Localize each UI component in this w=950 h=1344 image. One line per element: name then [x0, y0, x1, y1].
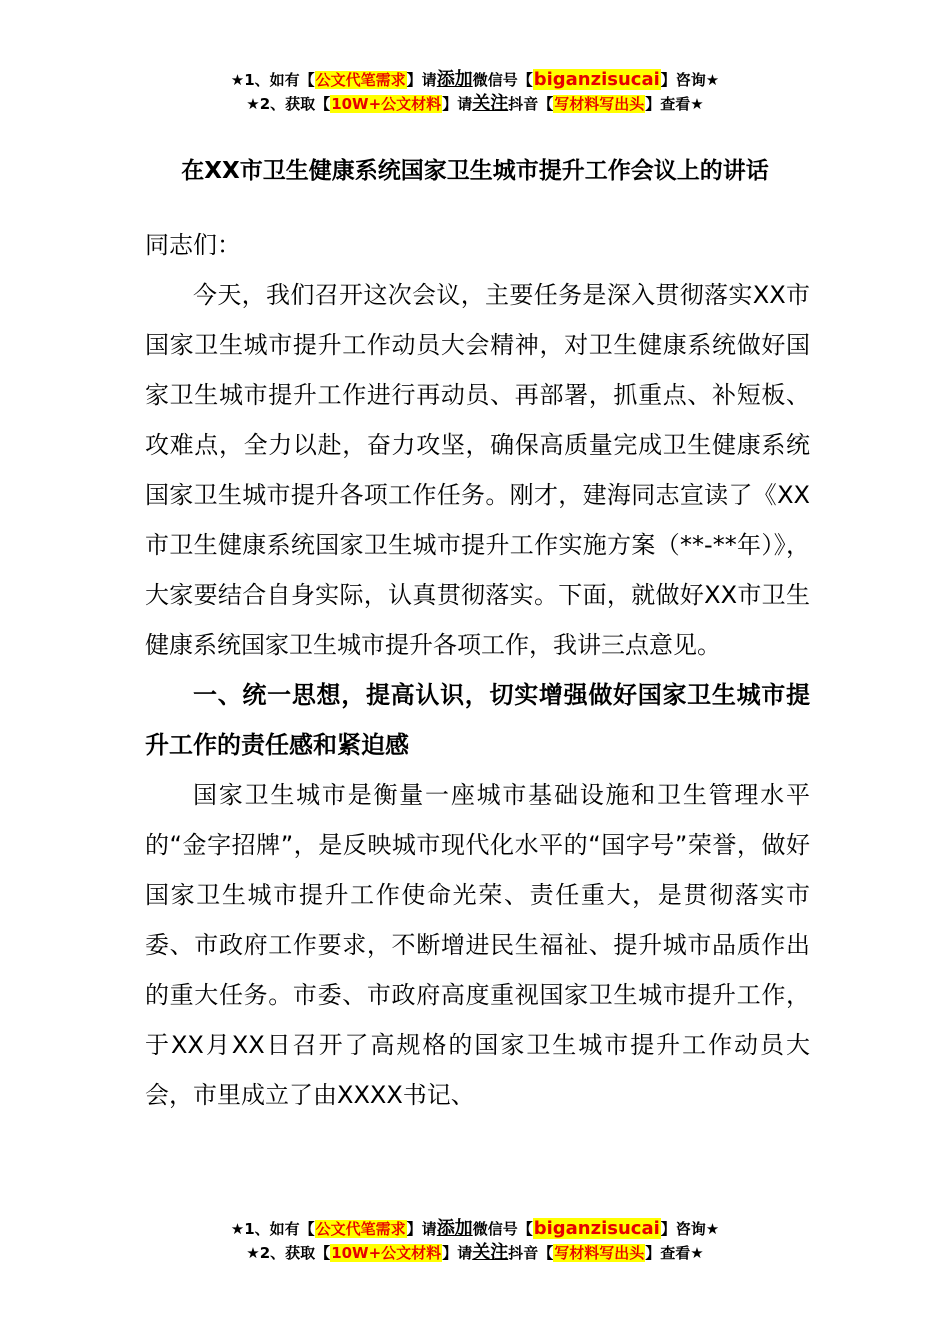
- banner-highlight: 公文代笔需求: [315, 71, 406, 89]
- banner-underline: 添加: [436, 1218, 473, 1239]
- banner-text: 】请: [406, 71, 437, 89]
- banner-line-1: [0, 68, 950, 92]
- banner-text: 】查看★: [645, 95, 704, 113]
- banner-text: 】请: [442, 95, 473, 113]
- banner-wechat-id: biganzisucai: [533, 1218, 660, 1239]
- banner-line-2: [0, 1241, 950, 1265]
- banner-underline: 添加: [436, 69, 473, 90]
- banner-text: ★1、如有【: [230, 71, 315, 89]
- banner-text: 微信号【: [472, 1220, 533, 1238]
- document-body: [145, 270, 810, 1120]
- banner-text: 抖音【: [508, 1244, 554, 1262]
- banner-highlight: 10W+公文材料: [331, 1244, 442, 1262]
- paragraph: 国家卫生城市是衡量一座城市基础设施和卫生管理水平的“金字招牌”，是反映城市现代化水平的“国字号”荣誉，做好国家卫生城市提升工作使命光荣、责任重大，是贯彻落实市委、市政府工作要求，不断增进民生福祉、提升城市品质作出的重大任务。市委、市政府高度重视国家卫生城市提升工作，于XX月XX日召开了高规格的国家卫生城市提升工作动员大会，市里成立了由XXXX书记、: [145, 781, 810, 1109]
- banner-underline: 关注: [472, 1242, 509, 1263]
- banner-line-2: [0, 92, 950, 116]
- banner-line-1: [0, 1217, 950, 1241]
- banner-text: 微信号【: [472, 71, 533, 89]
- banner-text: 抖音【: [508, 95, 554, 113]
- banner-text: 】咨询★: [660, 71, 720, 89]
- salutation: 同志们：: [145, 231, 241, 259]
- section-heading: 一、统一思想，提高认识，切实增强做好国家卫生城市提升工作的责任感和紧迫感: [145, 681, 810, 759]
- top-banner: [0, 68, 950, 116]
- banner-text: 】请: [442, 1244, 473, 1262]
- banner-text: ★1、如有【: [230, 1220, 315, 1238]
- banner-highlight: 10W+公文材料: [331, 95, 442, 113]
- banner-text: ★2、获取【: [246, 1244, 331, 1262]
- banner-text: 】咨询★: [660, 1220, 720, 1238]
- banner-wechat-id: biganzisucai: [533, 69, 660, 90]
- banner-text: 】请: [406, 1220, 437, 1238]
- banner-text: 】查看★: [645, 1244, 704, 1262]
- banner-highlight: 写材料写出头: [554, 95, 645, 113]
- paragraph: 今天，我们召开这次会议，主要任务是深入贯彻落实XX市国家卫生城市提升工作动员大会精神，对卫生健康系统做好国家卫生城市提升工作进行再动员、再部署，抓重点、补短板、攻难点，全力以赴，奋力攻坚，确保高质量完成卫生健康系统国家卫生城市提升各项工作任务。刚才，建海同志宣读了《XX市卫生健康系统国家卫生城市提升工作实施方案（**-**年）》，大家要结合自身实际，认真贯彻落实。下面，就做好XX市卫生健康系统国家卫生城市提升各项工作，我讲三点意见。: [145, 281, 810, 659]
- banner-highlight: 公文代笔需求: [315, 1220, 406, 1238]
- banner-text: ★2、获取【: [246, 95, 331, 113]
- bottom-banner: [0, 1217, 950, 1265]
- banner-underline: 关注: [472, 93, 509, 114]
- document-title: 在XX市卫生健康系统国家卫生城市提升工作会议上的讲话: [181, 158, 769, 184]
- banner-highlight: 写材料写出头: [554, 1244, 645, 1262]
